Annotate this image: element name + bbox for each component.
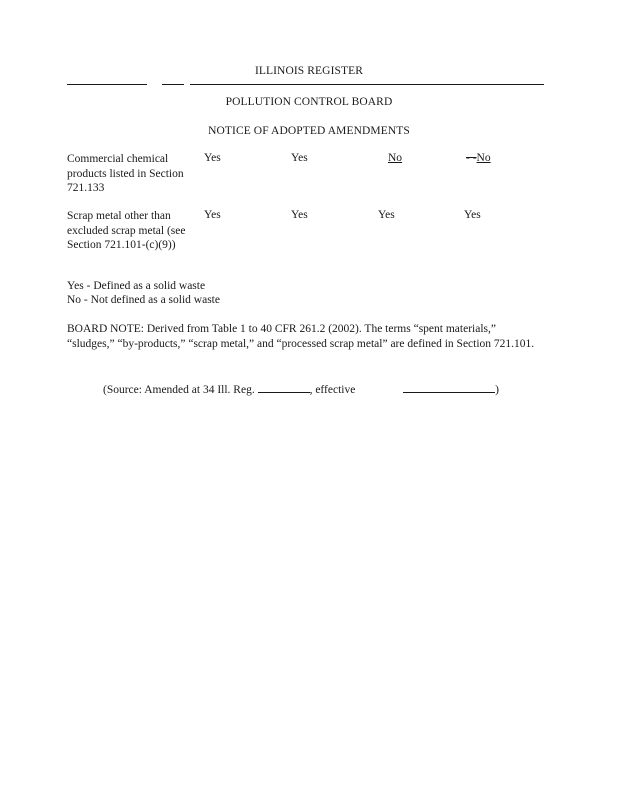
- table-row-label: Scrap metal other than excluded scrap metal (see Section 721.101-(c)(9)): [67, 210, 186, 251]
- header-rule-left: [67, 84, 147, 85]
- table-cell: Yes: [291, 152, 308, 164]
- table-row-label: Commercial chemical products listed in Section 721.133: [67, 153, 184, 194]
- source-effective: , effective: [309, 384, 356, 396]
- table-cell: Yes: [204, 152, 221, 164]
- legend-no: No - Not defined as a solid waste: [67, 294, 220, 306]
- header-rule-mid: [162, 84, 184, 85]
- notice-title: NOTICE OF ADOPTED AMENDMENTS: [208, 125, 410, 137]
- board-note: BOARD NOTE: Derived from Table 1 to 40 CFR 261.2 (2002). The terms “spent materials,” “sludges,” “by-products,” “scrap metal,” and “processed scrap metal” are defined in Section 721.101.: [67, 323, 535, 350]
- table-cell: No: [388, 152, 403, 164]
- table-cell: Yes: [291, 209, 308, 221]
- board-name: POLLUTION CONTROL BOARD: [225, 96, 393, 108]
- legend-yes: Yes - Defined as a solid waste: [67, 280, 206, 292]
- table-cell: - -No: [466, 152, 491, 164]
- source-line: [103, 381, 499, 396]
- source-close: ): [495, 384, 499, 396]
- table-cell: Yes: [464, 209, 481, 221]
- table-cell: Yes: [378, 209, 395, 221]
- source-prefix: (Source: Amended at 34 Ill. Reg.: [103, 384, 255, 396]
- effective-date-blank: [403, 381, 495, 393]
- register-blank: [258, 381, 310, 393]
- register-title: ILLINOIS REGISTER: [254, 65, 364, 77]
- table-cell: Yes: [204, 209, 221, 221]
- header-rule-right: [190, 84, 544, 85]
